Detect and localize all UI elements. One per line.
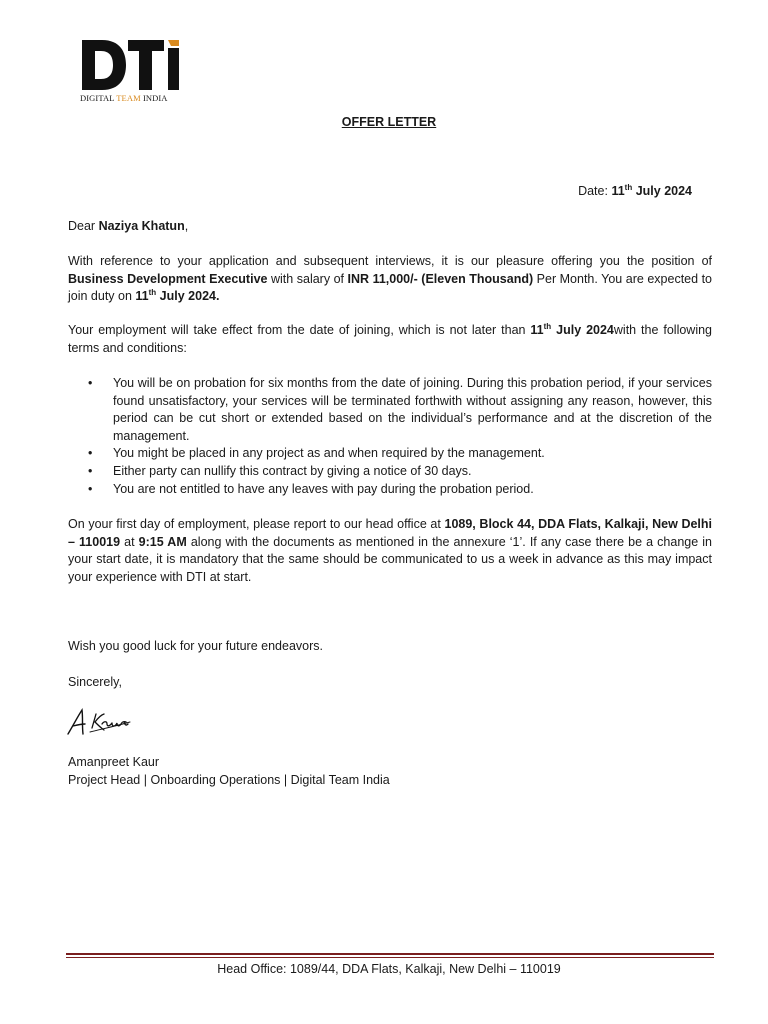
reporting-time: 9:15 AM — [138, 534, 187, 549]
handwritten-signature — [64, 702, 136, 742]
recipient-name: Naziya Khatun — [98, 219, 185, 233]
list-item: • You might be placed in any project as and when required by the management. — [68, 445, 712, 463]
footer-divider-thin — [66, 957, 714, 958]
reporting-paragraph: On your first day of employment, please report to our head office at 1089, Block 44, DDA Flats, Kalkaji, New Delhi – 110019 at 9:15 AM along with the documents as mentioned in the annexure ‘1’. If any case there be a change in your start date, it is mandatory that the same should be communicated to us a week in advance as this may impact your experience with DTI at start. — [68, 517, 713, 584]
office-address: 1089, Block 44, DDA Flats, Kalkaji, New Delhi – 110019 — [68, 517, 713, 549]
company-logo — [80, 38, 190, 104]
list-item: • Either party can nullify this contract by giving a notice of 30 days. — [68, 463, 712, 481]
salary-amount: INR 11,000/- (Eleven Thousand) — [347, 271, 534, 286]
closing-salutation: Sincerely, — [68, 675, 122, 689]
signer-title: Project Head | Onboarding Operations | Digital Team India — [68, 773, 390, 787]
salutation: Dear Naziya Khatun, — [68, 219, 189, 233]
closing-wish: Wish you good luck for your future endeavors. — [68, 639, 323, 653]
signer-name: Amanpreet Kaur — [68, 755, 160, 769]
footer-divider — [66, 953, 714, 955]
joining-date: 11th July 2024. — [135, 288, 220, 304]
letter-date: Date: 11th July 2024 — [578, 182, 692, 198]
dti-logo-mark — [80, 38, 190, 92]
footer-address: Head Office: 1089/44, DDA Flats, Kalkaji, New Delhi – 110019 — [217, 962, 561, 976]
list-item: • You will be on probation for six months from the date of joining. During this probation period, if your services found unsatisfactory, your services will be terminated forthwith without assigning any reason, however, this period can be cut short or extended based on the individual’s performance and at the discretion of the management. — [68, 375, 712, 445]
list-item: • You are not entitled to have any leaves with pay during the probation period. — [68, 481, 712, 499]
offer-paragraph: With reference to your application and subsequent interviews, it is our pleasure offering you the position of Business Development Executive with salary of INR 11,000/- (Eleven Thousand) Per Month. You are expected to join duty on 11th July 2024. — [68, 254, 713, 304]
position-title: Business Development Executive — [68, 271, 268, 286]
logo-tagline: DIGITAL TEAM INDIA — [80, 93, 168, 103]
terms-list — [68, 375, 712, 498]
document-title: OFFER LETTER — [341, 115, 437, 129]
employment-paragraph: Your employment will take effect from the date of joining, which is not later than 11th July 2024with the following terms and conditions: — [68, 321, 713, 355]
